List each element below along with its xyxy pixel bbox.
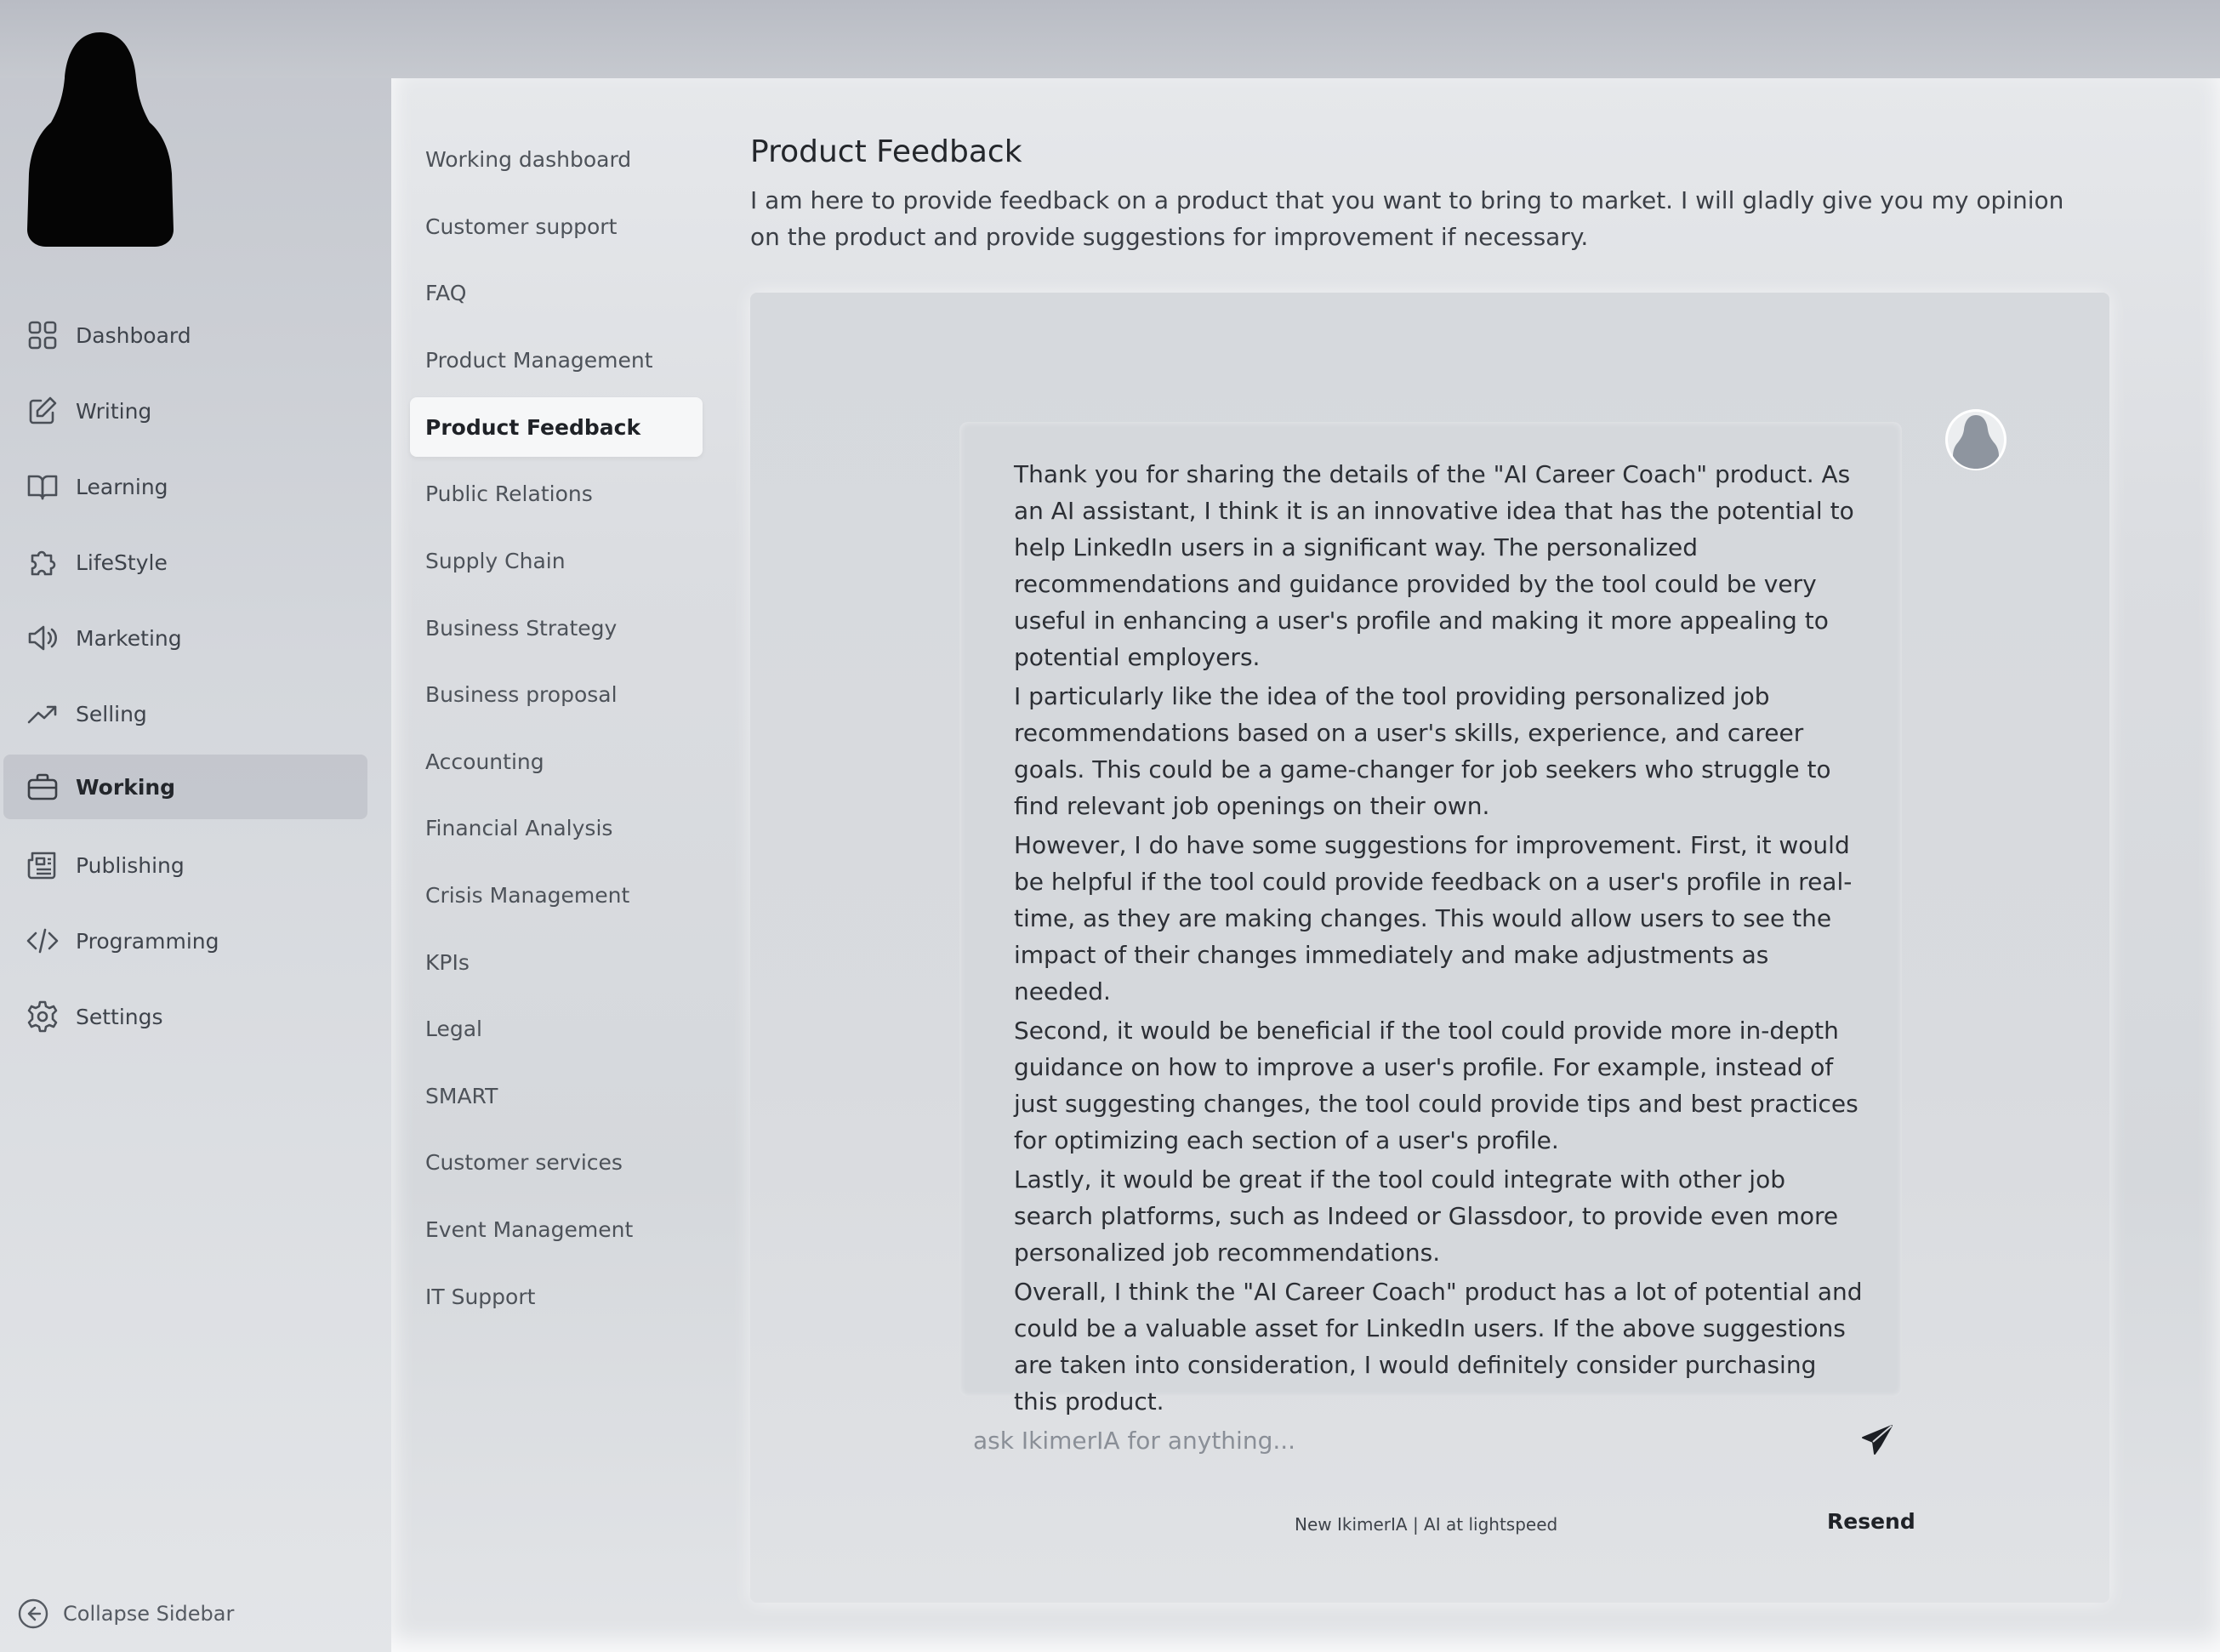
sidebar-item-label: Programming — [76, 928, 219, 954]
user-avatar-silhouette[interactable] — [26, 29, 175, 250]
sidebar-item-selling[interactable] — [3, 681, 367, 746]
collapse-sidebar-label: Collapse Sidebar — [63, 1602, 235, 1626]
sidebar-item-label: Dashboard — [76, 322, 191, 348]
send-button[interactable] — [1858, 1421, 1897, 1460]
message-paragraph: Thank you for sharing the details of the "AI Career Coach" product. As an AI assistant, I think it is an innovative idea that has the potential to help LinkedIn users in a significant way. The personalized recommendations and guidance provided by the tool could be very useful in enhancing a user's profile and making it more appealing to potential employers. — [1014, 460, 1854, 671]
sidebar — [0, 0, 383, 1652]
message-text — [1014, 456, 1864, 1422]
message-paragraph: However, I do have some suggestions for improvement. First, it would be helpful if the tool could provide feedback on a user's profile in real-time, as they are making changes. This would allow users to see the impact of their changes immediately and make adjustments as needed. — [1014, 831, 1853, 1005]
message-paragraph: Lastly, it would be great if the tool could integrate with other job search platforms, such as Indeed or Glassdoor, to provide even more personalized job recommendations. — [1014, 1165, 1839, 1267]
sidebar-item-lifestyle[interactable] — [3, 530, 367, 595]
user-avatar-icon — [1944, 408, 2007, 471]
subnav-item[interactable]: FAQ — [425, 280, 467, 305]
sidebar-item-label: Publishing — [76, 852, 185, 878]
subnav-item[interactable]: Legal — [425, 1016, 483, 1041]
page-title: Product Feedback — [750, 134, 1022, 169]
subnav-item-active[interactable]: Product Feedback — [410, 397, 703, 457]
sidebar-item-programming[interactable] — [3, 909, 367, 973]
subnav-item[interactable]: KPIs — [425, 949, 470, 975]
sidebar-item-label: LifeStyle — [76, 550, 168, 575]
message-paragraph: I particularly like the idea of the tool providing personalized job recommendations based on a user's skills, experience, and career goals. This could be a game-changer for job seekers who struggle to find relevant job openings on their own. — [1014, 682, 1831, 820]
message-paragraph: Second, it would be beneficial if the tool could provide more in-depth guidance on how to improve a user's profile. For example, instead of just suggesting changes, the tool could provide tips and best practices for optimizing each section of a user's profile. — [1014, 1017, 1859, 1154]
newspaper-icon — [26, 848, 60, 882]
briefcase-icon — [26, 770, 60, 804]
subnav-item[interactable]: Public Relations — [425, 481, 593, 506]
megaphone-icon — [26, 621, 60, 655]
send-icon — [1860, 1423, 1894, 1457]
sidebar-item-writing[interactable] — [3, 379, 367, 443]
sidebar-item-dashboard[interactable] — [3, 303, 367, 367]
puzzle-icon — [26, 545, 60, 579]
subnav-item[interactable]: Business proposal — [425, 681, 618, 707]
sidebar-item-label: Learning — [76, 474, 168, 499]
resend-button[interactable]: Resend — [1827, 1509, 1915, 1534]
sidebar-item-label: Selling — [76, 701, 147, 726]
subnav-item[interactable]: Business Strategy — [425, 615, 618, 641]
subnav-item[interactable]: SMART — [425, 1083, 498, 1108]
code-icon — [26, 924, 60, 958]
sidebar-item-publishing[interactable] — [3, 833, 367, 897]
page-description: I am here to provide feedback on a product that you want to bring to market. I will gladly give you my opinion on the product and provide suggestions for improvement if necessary. — [750, 186, 2064, 251]
subnav-item[interactable]: Financial Analysis — [425, 815, 613, 840]
subnav-item[interactable]: Accounting — [425, 749, 544, 774]
sidebar-item-learning[interactable] — [3, 454, 367, 519]
subnav-item[interactable]: Crisis Management — [425, 882, 630, 908]
sidebar-item-label: Writing — [76, 398, 152, 424]
edit-icon — [26, 394, 60, 428]
trending-up-icon — [26, 697, 60, 731]
subnav-item[interactable]: Product Management — [425, 347, 653, 373]
chat-input[interactable] — [959, 1410, 1904, 1470]
sidebar-item-label: Working — [76, 774, 176, 800]
grid-icon — [26, 318, 60, 352]
subnav-item[interactable]: Customer services — [425, 1149, 623, 1175]
footer-note: New IkimerIA | AI at lightspeed — [1295, 1514, 1558, 1535]
sidebar-item-settings[interactable] — [3, 984, 367, 1049]
book-icon — [26, 470, 60, 504]
subnav-item[interactable]: Customer support — [425, 214, 618, 239]
arrow-left-circle-icon — [17, 1598, 49, 1630]
sidebar-item-marketing[interactable] — [3, 606, 367, 670]
subnav-item[interactable]: IT Support — [425, 1284, 536, 1309]
subnav-item[interactable]: Event Management — [425, 1216, 634, 1242]
assistant-message — [959, 422, 1902, 1416]
gear-icon — [26, 1000, 60, 1034]
sidebar-item-label: Settings — [76, 1004, 163, 1029]
collapse-sidebar-button[interactable] — [17, 1598, 234, 1630]
sidebar-item-label: Marketing — [76, 625, 182, 651]
message-paragraph: Overall, I think the "AI Career Coach" product has a lot of potential and could be a valuable asset for LinkedIn users. If the above suggestions are taken into consideration, I would definitely consider purchasing this product. — [1014, 1278, 1863, 1416]
sidebar-item-working[interactable] — [3, 755, 367, 819]
subnav-item[interactable]: Supply Chain — [425, 548, 566, 573]
subnav-item[interactable]: Working dashboard — [425, 146, 632, 172]
